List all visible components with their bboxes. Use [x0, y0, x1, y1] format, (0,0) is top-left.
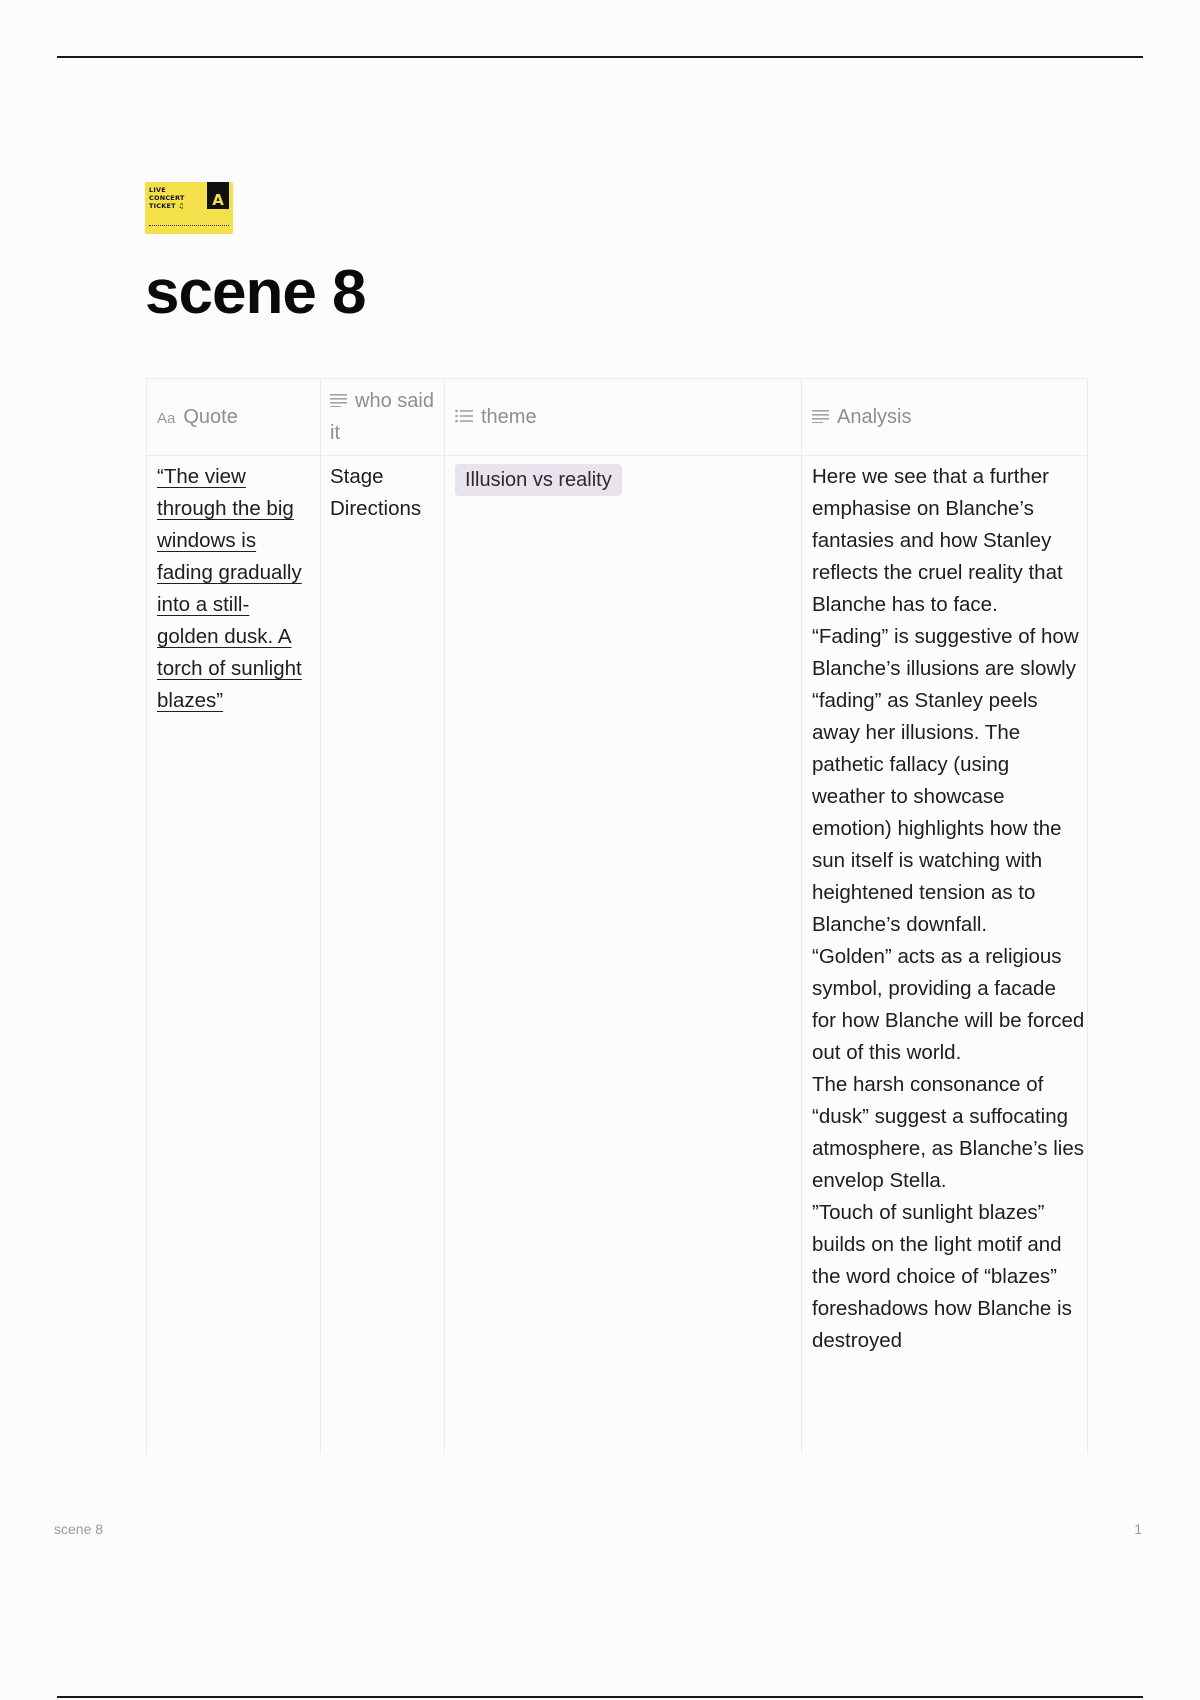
- cell-theme[interactable]: [444, 456, 801, 496]
- cell-quote[interactable]: [146, 456, 319, 717]
- ticket-line-2: CONCERT: [149, 194, 185, 202]
- concert-ticket-icon[interactable]: [145, 182, 233, 234]
- ticket-perforation: [149, 225, 229, 229]
- page-title[interactable]: scene 8: [145, 258, 366, 327]
- text-lines-icon: [812, 409, 829, 423]
- column-theme: [444, 379, 802, 1454]
- analysis-paragraph: “Golden” acts as a religious symbol, providing a facade for how Blanche will be forced out of this world.: [812, 945, 1085, 1064]
- header-quote[interactable]: [146, 379, 319, 455]
- title-aa-icon: Aa: [157, 409, 176, 427]
- footer-page-title: scene 8: [54, 1521, 104, 1537]
- header-quote-label: Quote: [183, 406, 238, 428]
- text-lines-icon: [330, 393, 347, 407]
- database-table: [146, 378, 1087, 1454]
- analysis-paragraph: The harsh consonance of “dusk” suggest a suffocating atmosphere, as Blanche’s lies envelop Stella.: [812, 1073, 1084, 1192]
- who-said-it-text: Stage Directions: [330, 465, 422, 520]
- analysis-paragraph: “Fading” is suggestive of how Blanche’s illusions are slowly “fading” as Stanley peels away her illusions. The pathetic fallacy (using weather to showcase emotion) highlights how the sun itself is watching with heightened tension as to Blanche’s downfall.: [812, 625, 1079, 936]
- ticket-line-1: LIVE: [149, 186, 166, 194]
- header-theme-label: theme: [481, 406, 537, 428]
- table-header-row: [146, 379, 1087, 456]
- header-theme[interactable]: [444, 379, 801, 455]
- analysis-paragraph: Here we see that a further emphasise on Blanche’s fantasies and how Stanley reflects the cruel reality that Blanche has to face.: [812, 465, 1063, 616]
- ticket-line-3: TICKET ♫: [149, 202, 185, 210]
- footer-page-number: 1: [1134, 1521, 1142, 1537]
- multi-select-list-icon: [455, 409, 473, 423]
- header-who-said-it[interactable]: [319, 379, 444, 455]
- column-who-said-it: [319, 379, 445, 1454]
- analysis-paragraph: ”Touch of sunlight blazes” builds on the light motif and the word choice of “blazes” foreshadows how Blanche is destroyed: [812, 1201, 1072, 1352]
- quote-link[interactable]: “The view through the big windows is fading gradually into a still-golden dusk. A torch of sunlight blazes”: [157, 465, 302, 712]
- cell-analysis[interactable]: [801, 456, 1091, 1357]
- theme-tag[interactable]: Illusion vs reality: [455, 464, 622, 496]
- top-rule: [57, 56, 1143, 58]
- header-analysis-label: Analysis: [837, 406, 912, 428]
- header-analysis[interactable]: [801, 379, 1087, 455]
- ticket-text: [149, 186, 203, 210]
- bottom-rule: [57, 1696, 1143, 1698]
- cell-who-said-it[interactable]: [319, 456, 444, 525]
- header-who-said-it-label: who said it: [330, 390, 434, 444]
- ticket-stub: A: [207, 187, 229, 209]
